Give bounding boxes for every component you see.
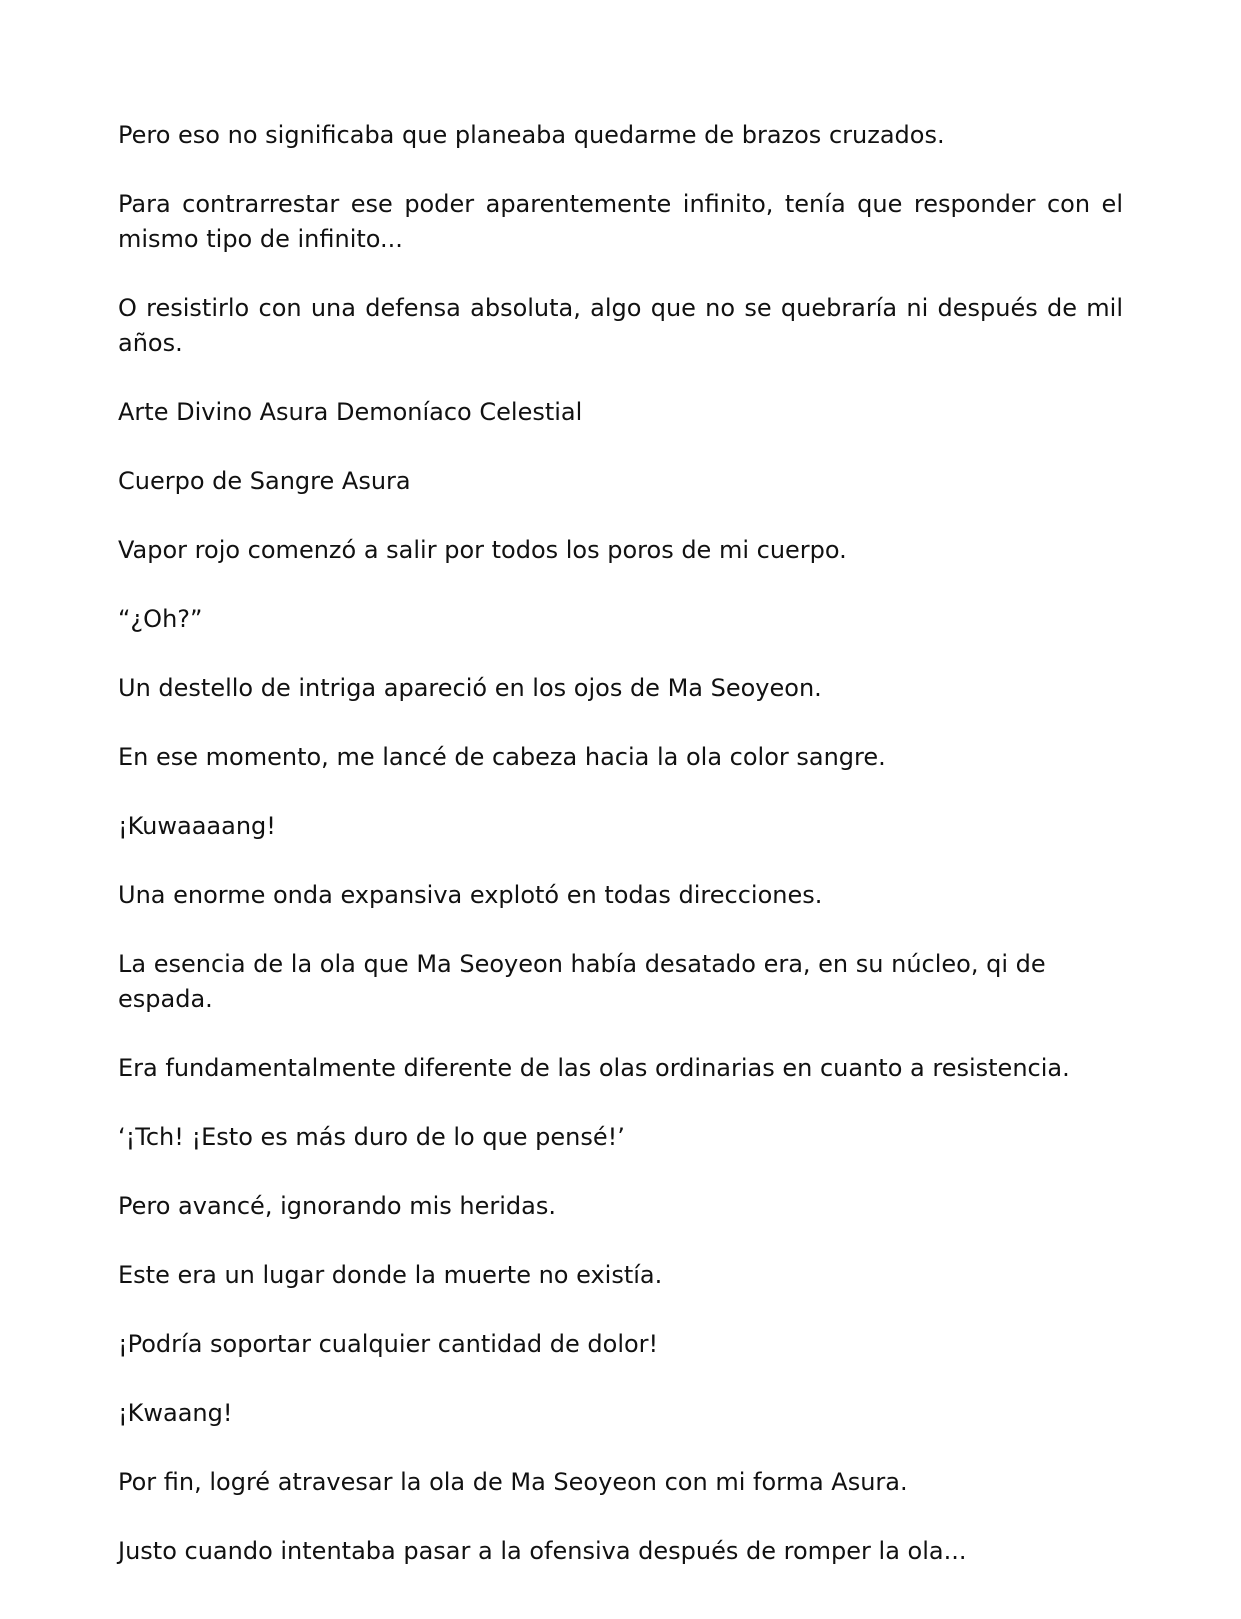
- document-body: [118, 118, 1123, 1603]
- paragraph: Por fin, logré atravesar la ola de Ma Seoyeon con mi forma Asura.: [118, 1468, 908, 1496]
- paragraph: Arte Divino Asura Demoníaco Celestial: [118, 398, 583, 426]
- paragraph: Pero avancé, ignorando mis heridas.: [118, 1192, 556, 1220]
- paragraph: La esencia de la ola que Ma Seoyeon había desatado era, en su núcleo, qi de espada.: [118, 950, 1046, 1013]
- paragraph: Pero eso no significaba que planeaba quedarme de brazos cruzados.: [118, 121, 945, 149]
- paragraph: En ese momento, me lancé de cabeza hacia la ola color sangre.: [118, 743, 886, 771]
- paragraph: ¡Kwaang!: [118, 1399, 233, 1427]
- paragraph: Este era un lugar donde la muerte no existía.: [118, 1261, 663, 1289]
- paragraph: Justo cuando intentaba pasar a la ofensiva después de romper la ola...: [118, 1537, 967, 1565]
- paragraph: Era fundamentalmente diferente de las olas ordinarias en cuanto a resistencia.: [118, 1054, 1070, 1082]
- paragraph: Una enorme onda expansiva explotó en todas direcciones.: [118, 881, 823, 909]
- paragraph: Un destello de intriga apareció en los ojos de Ma Seoyeon.: [118, 674, 822, 702]
- paragraph: ‘¡Tch! ¡Esto es más duro de lo que pensé!’: [118, 1123, 625, 1151]
- paragraph: ¡Kuwaaaang!: [118, 812, 276, 840]
- paragraph: O resistirlo con una defensa absoluta, algo que no se quebraría ni después de mil años.: [118, 294, 1123, 357]
- paragraph: Cuerpo de Sangre Asura: [118, 467, 411, 495]
- paragraph: “¿Oh?”: [118, 605, 203, 633]
- paragraph: Para contrarrestar ese poder aparentemente infinito, tenía que responder con el mismo tipo de infinito...: [118, 190, 1123, 253]
- paragraph: ¡Podría soportar cualquier cantidad de dolor!: [118, 1330, 659, 1358]
- paragraph: Vapor rojo comenzó a salir por todos los poros de mi cuerpo.: [118, 536, 847, 564]
